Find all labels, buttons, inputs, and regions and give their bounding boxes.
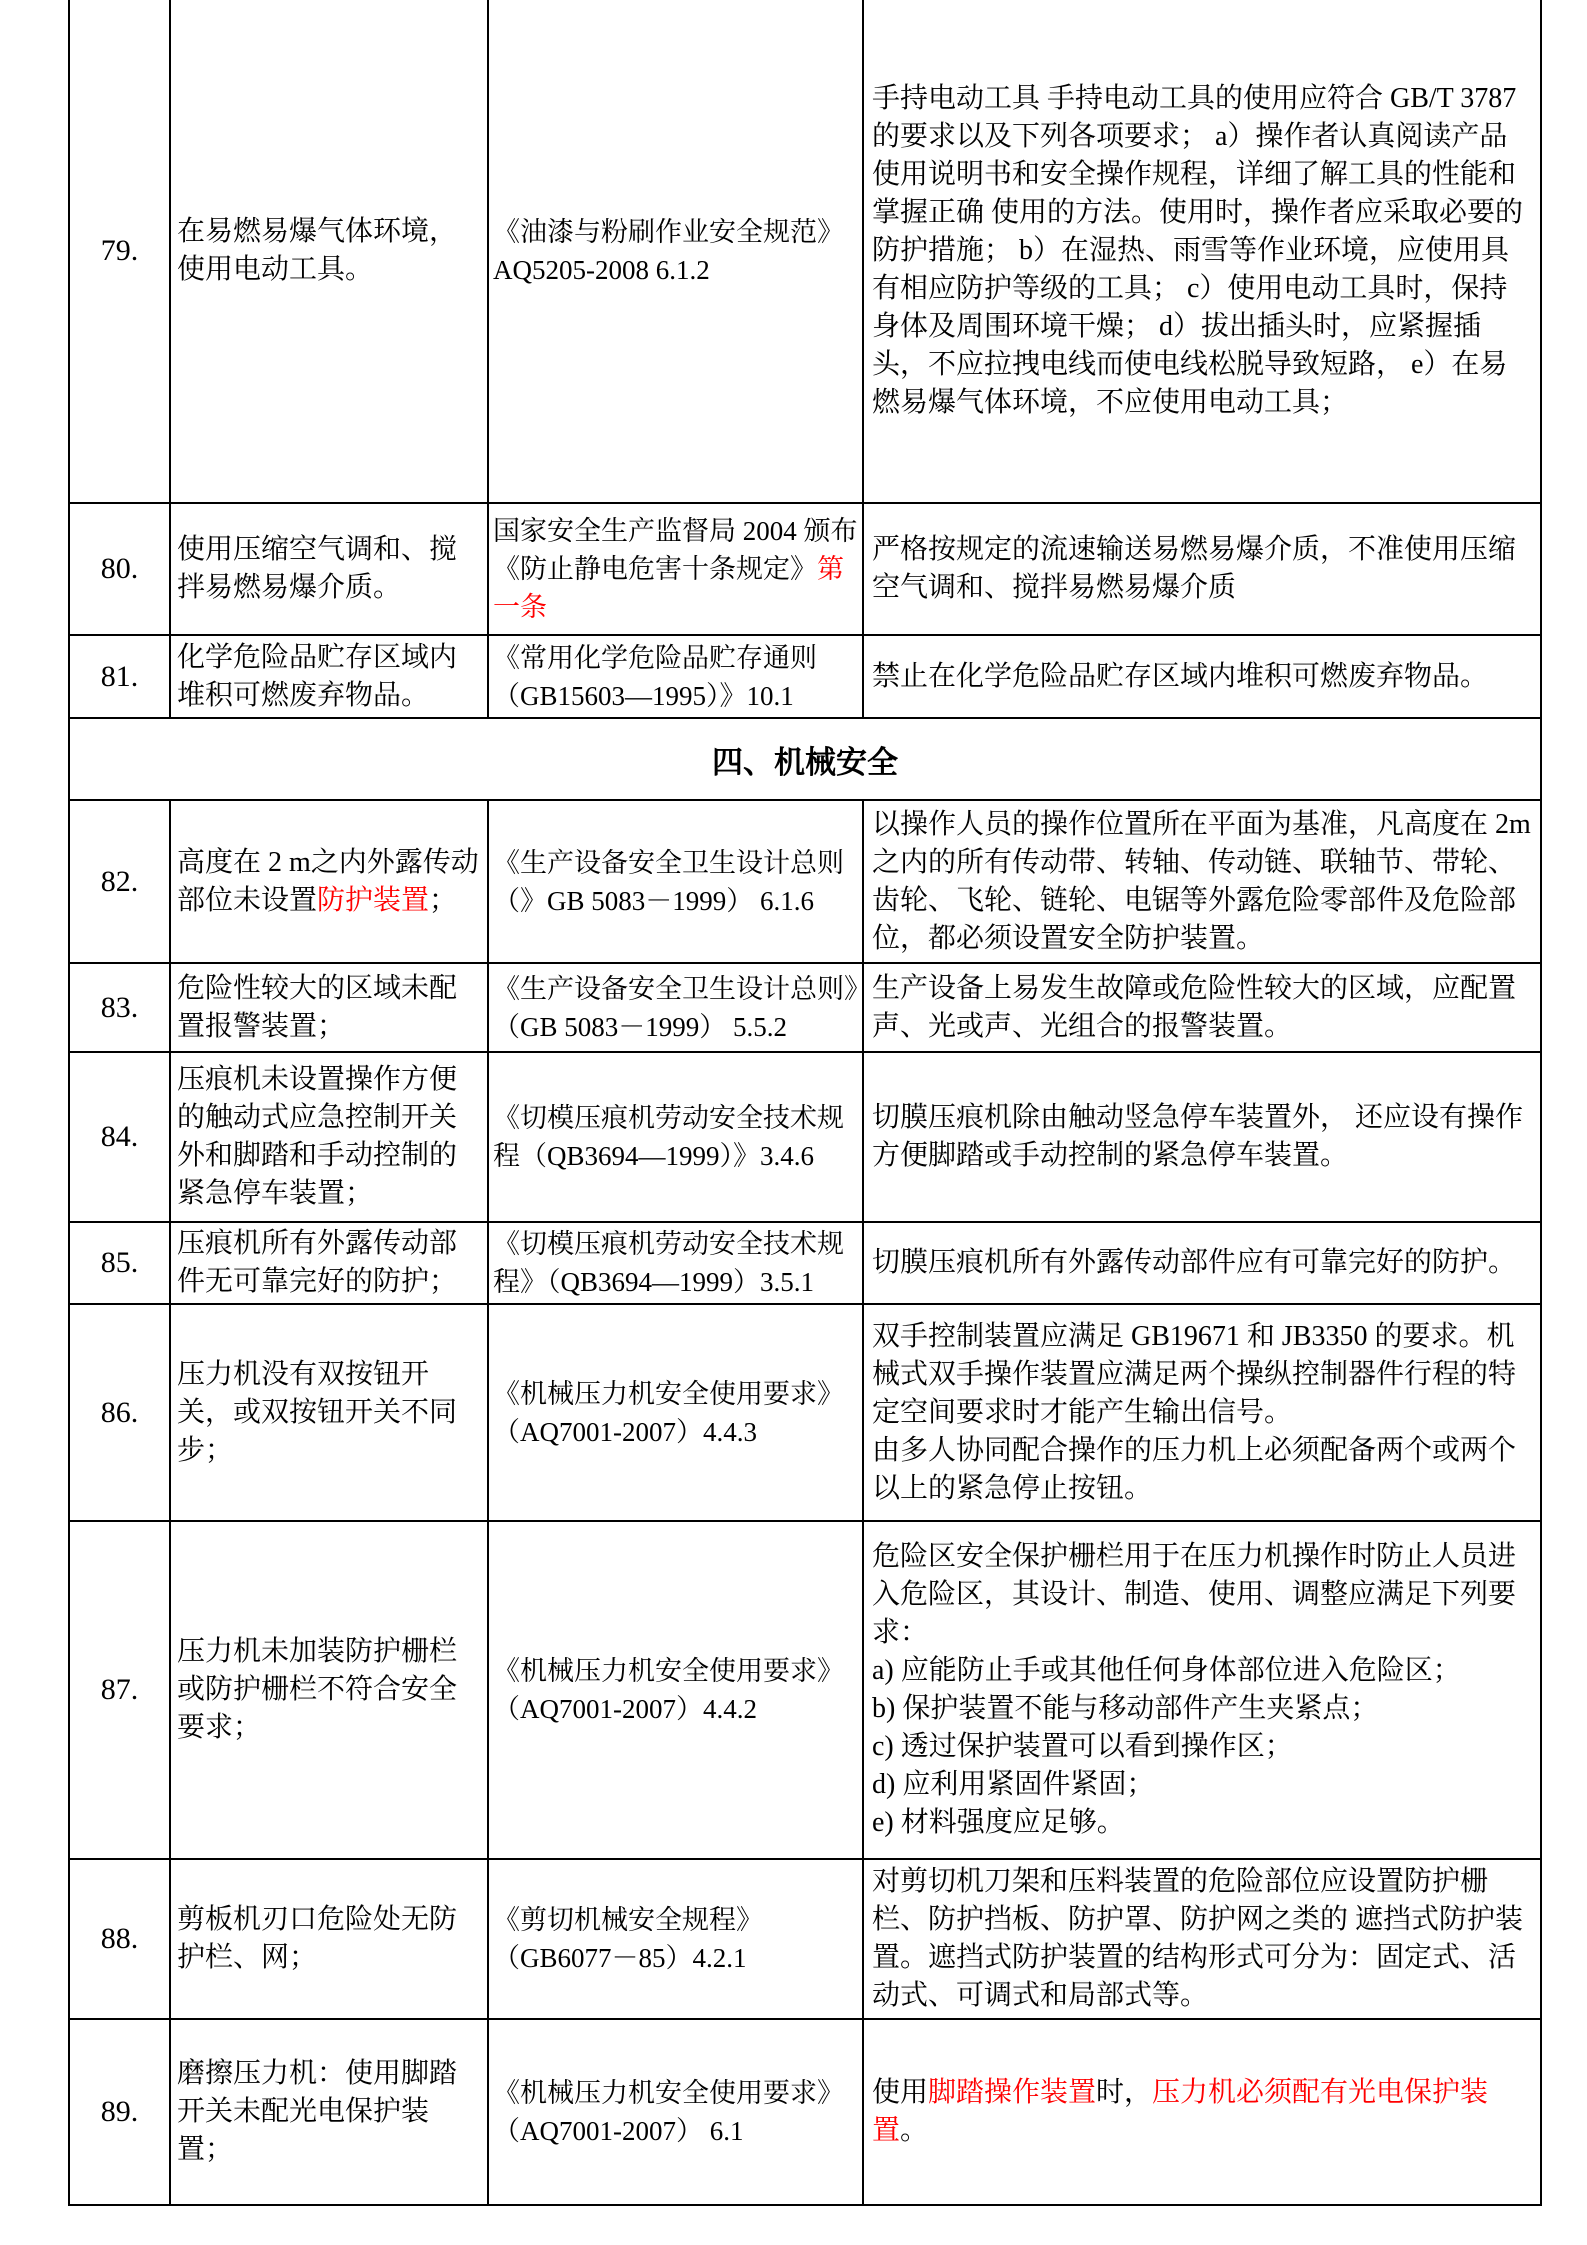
regulation-basis: 《生产设备安全卫生设计总则（》GB 5083－1999） 6.1.6 (488, 800, 863, 963)
requirement-detail: 禁止在化学危险品贮存区域内堆积可燃废弃物品。 (863, 635, 1541, 718)
table-row (69, 1521, 1541, 1859)
requirement-detail: 生产设备上易发生故障或危险性较大的区域，应配置声、光或声、光组合的报警装置。 (863, 963, 1541, 1052)
section-header-row (69, 718, 1541, 800)
requirement-detail: 手持电动工具 手持电动工具的使用应符合 GB/T 3787 的要求以及下列各项要求； a）操作者认真阅读产品使用说明书和安全操作规程，详细了解工具的性能和掌握正确 使用的方法。使用时，操作者应采取必要的防护措施； b）在湿热、雨雪等作业环境，应使用具有相应防护等级的工具； c）使用电动工具时，保持身体及周围环境干燥； d）拔出插头时，应紧握插头，不应拉拽电线而使电线松脱导致短路， e）在易燃易爆气体环境，不应使用电动工具； (863, 0, 1541, 503)
requirement-detail: 以操作人员的操作位置所在平面为基准，凡高度在 2m 之内的所有传动带、转轴、传动链、联轴节、带轮、齿轮、飞轮、链轮、电锯等外露危险零部件及危险部位，都必须设置安全防护装置。 (863, 800, 1541, 963)
issue-description: 压痕机未设置操作方便的触动式应急控制开关外和脚踏和手动控制的紧急停车装置； (170, 1052, 488, 1222)
regulation-basis: 《机械压力机安全使用要求》（AQ7001-2007） 6.1 (488, 2019, 863, 2205)
regulation-basis: 《切模压痕机劳动安全技术规程》（QB3694—1999）3.5.1 (488, 1222, 863, 1304)
regulation-basis: 《生产设备安全卫生设计总则》（GB 5083－1999） 5.5.2 (488, 963, 863, 1052)
table-row (69, 2019, 1541, 2205)
row-number: 89. (69, 2019, 170, 2205)
row-number: 87. (69, 1521, 170, 1859)
issue-description: 化学危险品贮存区域内堆积可燃废弃物品。 (170, 635, 488, 718)
requirement-detail: 切膜压痕机除由触动竖急停车装置外， 还应设有操作方便脚踏或手动控制的紧急停车装置。 (863, 1052, 1541, 1222)
table-row (69, 1304, 1541, 1521)
issue-description: 磨擦压力机：使用脚踏开关未配光电保护装置； (170, 2019, 488, 2205)
regulation-basis: 《剪切机械安全规程》（GB6077－85）4.2.1 (488, 1859, 863, 2019)
issue-description: 在易燃易爆气体环境，使用电动工具。 (170, 0, 488, 503)
regulation-basis: 《机械压力机安全使用要求》（AQ7001-2007）4.4.2 (488, 1521, 863, 1859)
issue-description: 压痕机所有外露传动部件无可靠完好的防护； (170, 1222, 488, 1304)
requirement-detail: 双手控制装置应满足 GB19671 和 JB3350 的要求。机械式双手操作装置应满足两个操纵控制器件行程的特定空间要求时才能产生输出信号。 由多人协同配合操作的压力机上必须配备两个或两个以上的紧急停止按钮。 (863, 1304, 1541, 1521)
regulation-basis: 《切模压痕机劳动安全技术规程（QB3694—1999）》3.4.6 (488, 1052, 863, 1222)
issue-description: 使用压缩空气调和、搅拌易燃易爆介质。 (170, 503, 488, 635)
row-number: 81. (69, 635, 170, 718)
regulation-basis: 《机械压力机安全使用要求》（AQ7001-2007）4.4.3 (488, 1304, 863, 1521)
table-row (69, 800, 1541, 963)
row-number: 83. (69, 963, 170, 1052)
issue-description: 压力机没有双按钮开关，或双按钮开关不同步； (170, 1304, 488, 1521)
table-row (69, 1052, 1541, 1222)
row-number: 82. (69, 800, 170, 963)
table-row (69, 1222, 1541, 1304)
table-row (69, 963, 1541, 1052)
section-header: 四、机械安全 (69, 718, 1541, 800)
issue-description: 危险性较大的区域未配置报警装置； (170, 963, 488, 1052)
requirement-detail: 严格按规定的流速输送易燃易爆介质，不准使用压缩空气调和、搅拌易燃易爆介质 (863, 503, 1541, 635)
row-number: 88. (69, 1859, 170, 2019)
row-number: 80. (69, 503, 170, 635)
requirement-detail: 对剪切机刀架和压料装置的危险部位应设置防护栅栏、防护挡板、防护罩、防护网之类的 遮挡式防护装置。遮挡式防护装置的结构形式可分为：固定式、活动式、可调式和局部式等。 (863, 1859, 1541, 2019)
row-number: 86. (69, 1304, 170, 1521)
requirement-detail: 危险区安全保护栅栏用于在压力机操作时防止人员进入危险区，其设计、制造、使用、调整应满足下列要求： a) 应能防止手或其他任何身体部位进入危险区； b) 保护装置不能与移动部件产生夹紧点； c) 透过保护装置可以看到操作区； d) 应利用紧固件紧固； e) 材料强度应足够。 (863, 1521, 1541, 1859)
row-number: 79. (69, 0, 170, 503)
issue-description: 压力机未加装防护栅栏或防护栅栏不符合安全要求； (170, 1521, 488, 1859)
table-row (69, 1859, 1541, 2019)
issue-description: 剪板机刃口危险处无防护栏、网； (170, 1859, 488, 2019)
requirement-detail: 使用脚踏操作装置时，压力机必须配有光电保护装置。 (863, 2019, 1541, 2205)
requirement-detail: 切膜压痕机所有外露传动部件应有可靠完好的防护。 (863, 1222, 1541, 1304)
table-row (69, 0, 1541, 503)
regulation-basis: 国家安全生产监督局 2004 颁布《防止静电危害十条规定》第一条 (488, 503, 863, 635)
regulation-basis: 《油漆与粉刷作业安全规范》AQ5205-2008 6.1.2 (488, 0, 863, 503)
row-number: 84. (69, 1052, 170, 1222)
issue-description: 高度在 2 m之内外露传动部位未设置防护装置； (170, 800, 488, 963)
row-number: 85. (69, 1222, 170, 1304)
table-row (69, 503, 1541, 635)
safety-inspection-table (68, 0, 1542, 2206)
table-row (69, 635, 1541, 718)
regulation-basis: 《常用化学危险品贮存通则（GB15603—1995）》10.1 (488, 635, 863, 718)
